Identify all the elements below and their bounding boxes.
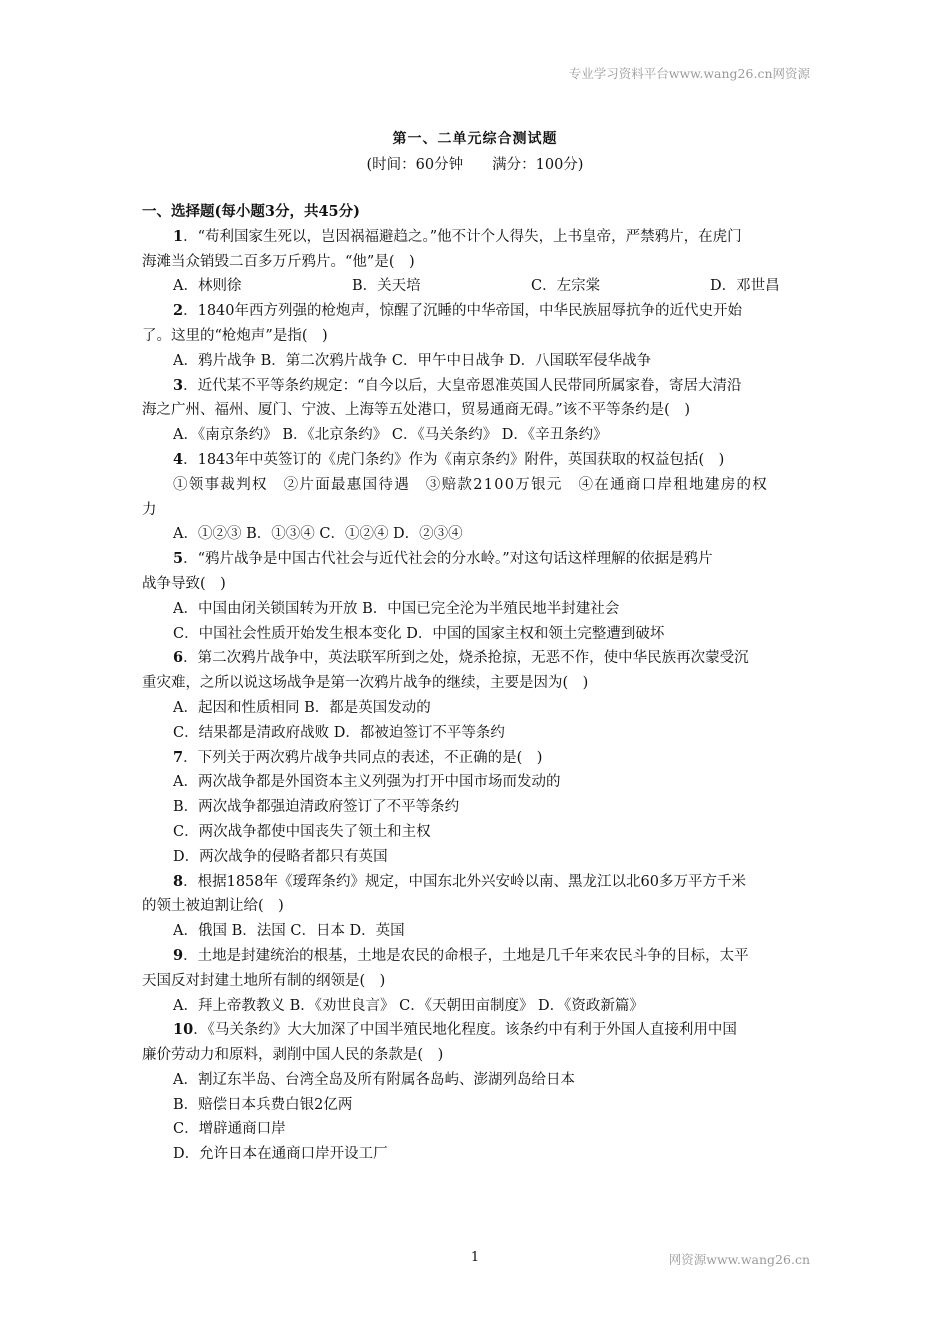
question-4-items: ①领事裁判权 ②片面最惠国待遇 ③赔款2100万银元 ④在通商口岸租地建房的权 <box>173 476 769 493</box>
page-title: 第一、二单元综合测试题 <box>392 131 558 147</box>
question-8-stem-cont: 的领土被迫割让给( ) <box>142 898 284 915</box>
question-9-stem <box>142 944 810 969</box>
option-a: A．割辽东半岛、台湾全岛及所有附属各岛屿、澎湖列岛给日本 <box>173 1071 575 1088</box>
question-3-stem-cont: 海之广州、福州、厦门、宁波、上海等五处港口，贸易通商无碍。”该不平等条约是( ) <box>142 402 690 419</box>
question-number: 9 <box>173 946 184 964</box>
question-6-options-cd: C．结果都是清政府战败 D．都被迫签订不平等条约 <box>173 724 505 741</box>
question-text: ．土地是封建统治的根基，土地是农民的命根子，土地是几千年来农民斗争的目标，太平 <box>183 947 749 964</box>
question-number: 7 <box>173 748 184 766</box>
question-3-options: A．《南京条约》 B．《北京条约》 C．《马关条约》 D．《辛丑条约》 <box>173 427 608 444</box>
question-2-stem <box>142 299 810 324</box>
page-number: 1 <box>470 1250 480 1265</box>
option-c: C．左宗棠 <box>531 278 601 295</box>
question-5-options-cd: C．中国社会性质开始发生根本变化 D．中国的国家主权和领土完整遭到破坏 <box>173 625 665 642</box>
question-number: 1 <box>173 227 184 245</box>
option-b: B．两次战争都强迫清政府签订了不平等条约 <box>173 799 460 816</box>
question-text: ．根据1858年《瑷珲条约》规定，中国东北外兴安岭以南、黑龙江以北60多万平方千米 <box>183 873 746 890</box>
question-text: ．“鸦片战争是中国古代社会与近代社会的分水岭。”对这句话这样理解的依据是鸦片 <box>183 551 713 568</box>
question-9-options: A．拜上帝教教义 B．《劝世良言》 C．《天朝田亩制度》 D．《资政新篇》 <box>173 997 644 1014</box>
option-d: D．邓世昌 <box>710 278 780 295</box>
question-5-stem <box>142 547 810 572</box>
question-6-options-ab: A．起因和性质相同 B．都是英国发动的 <box>173 699 431 716</box>
option-b: B．赔偿日本兵费白银2亿两 <box>173 1096 353 1113</box>
section-heading: 一、选择题(每小题3分，共45分) <box>142 203 360 220</box>
question-4-items-cont: 力 <box>142 501 157 518</box>
question-2-options: A．鸦片战争 B．第二次鸦片战争 C．甲午中日战争 D．八国联军侵华战争 <box>173 352 652 369</box>
option-d: D．两次战争的侵略者都只有英国 <box>173 848 388 865</box>
question-number: 4 <box>173 450 184 468</box>
option-c: C．两次战争都使中国丧失了领土和主权 <box>173 823 431 840</box>
header-source-note: 专业学习资料平台www.wang26.cn网资源 <box>568 66 810 81</box>
question-5-stem-cont: 战争导致( ) <box>142 575 226 592</box>
question-number: 2 <box>173 302 184 320</box>
question-10-stem-cont: 廉价劳动力和原料，剥削中国人民的条款是( ) <box>142 1047 444 1064</box>
option-c: C．增辟通商口岸 <box>173 1121 286 1138</box>
question-text: ．《马关条约》大大加深了中国半殖民地化程度。该条约中有利于外国人直接利用中国 <box>193 1022 737 1039</box>
option-b: B．关天培 <box>352 278 421 295</box>
question-text: ．“苟利国家生死以，岂因祸福避趋之。”他不计个人得失，上书皇帝，严禁鸦片，在虎门 <box>183 228 742 245</box>
question-8-stem <box>142 870 810 895</box>
question-9-stem-cont: 天国反对封建土地所有制的纲领是( ) <box>142 972 386 989</box>
question-7-stem <box>142 746 810 771</box>
question-4-stem <box>142 448 810 473</box>
option-a: A．两次战争都是外国资本主义列强为打开中国市场而发动的 <box>173 774 561 791</box>
question-number: 8 <box>173 872 184 890</box>
question-text: ．下列关于两次鸦片战争共同点的表述，不正确的是( ) <box>183 749 543 766</box>
question-2-stem-cont: 了。这里的“枪炮声”是指( ) <box>142 327 328 344</box>
question-1-stem <box>142 225 810 250</box>
question-4-options: A．①②③ B．①③④ C．①②④ D．②③④ <box>173 526 463 543</box>
question-1-stem-cont: 海滩当众销毁二百多万斤鸦片。“他”是( ) <box>142 253 415 270</box>
question-6-stem-cont: 重灾难，之所以说这场战争是第一次鸦片战争的继续，主要是因为( ) <box>142 675 589 692</box>
option-d: D．允许日本在通商口岸开设工厂 <box>173 1146 388 1163</box>
question-number: 5 <box>173 550 184 568</box>
question-text: ．1843年中英签订的《虎门条约》作为《南京条约》附件，英国获取的权益包括( ) <box>183 451 725 468</box>
question-10-stem <box>142 1018 810 1043</box>
question-text: ．第二次鸦片战争中，英法联军所到之处，烧杀抢掠，无恶不作，使中华民族再次蒙受沉 <box>183 650 749 667</box>
question-list <box>142 200 810 1167</box>
question-1-options <box>142 274 810 299</box>
question-5-options-ab: A．中国由闭关锁国转为开放 B．中国已完全沦为半殖民地半封建社会 <box>173 600 620 617</box>
question-8-options: A．俄国 B．法国 C．日本 D．英国 <box>173 923 405 940</box>
footer-source-note: 网资源www.wang26.cn <box>668 1252 810 1267</box>
question-number: 6 <box>173 649 184 667</box>
question-text: ．近代某不平等条约规定：“自今以后，大皇帝恩准英国人民带同所属家眷，寄居大清沿 <box>183 377 742 394</box>
question-number: 10 <box>173 1021 194 1039</box>
option-a: A．林则徐 <box>173 278 242 295</box>
question-number: 3 <box>173 376 184 394</box>
question-text: ．1840年西方列强的枪炮声，惊醒了沉睡的中华帝国，中华民族屈辱抗争的近代史开始 <box>183 303 742 320</box>
exam-time-and-score: (时间：60分钟 满分：100分) <box>366 157 584 173</box>
question-3-stem <box>142 374 810 399</box>
question-6-stem <box>142 646 810 671</box>
